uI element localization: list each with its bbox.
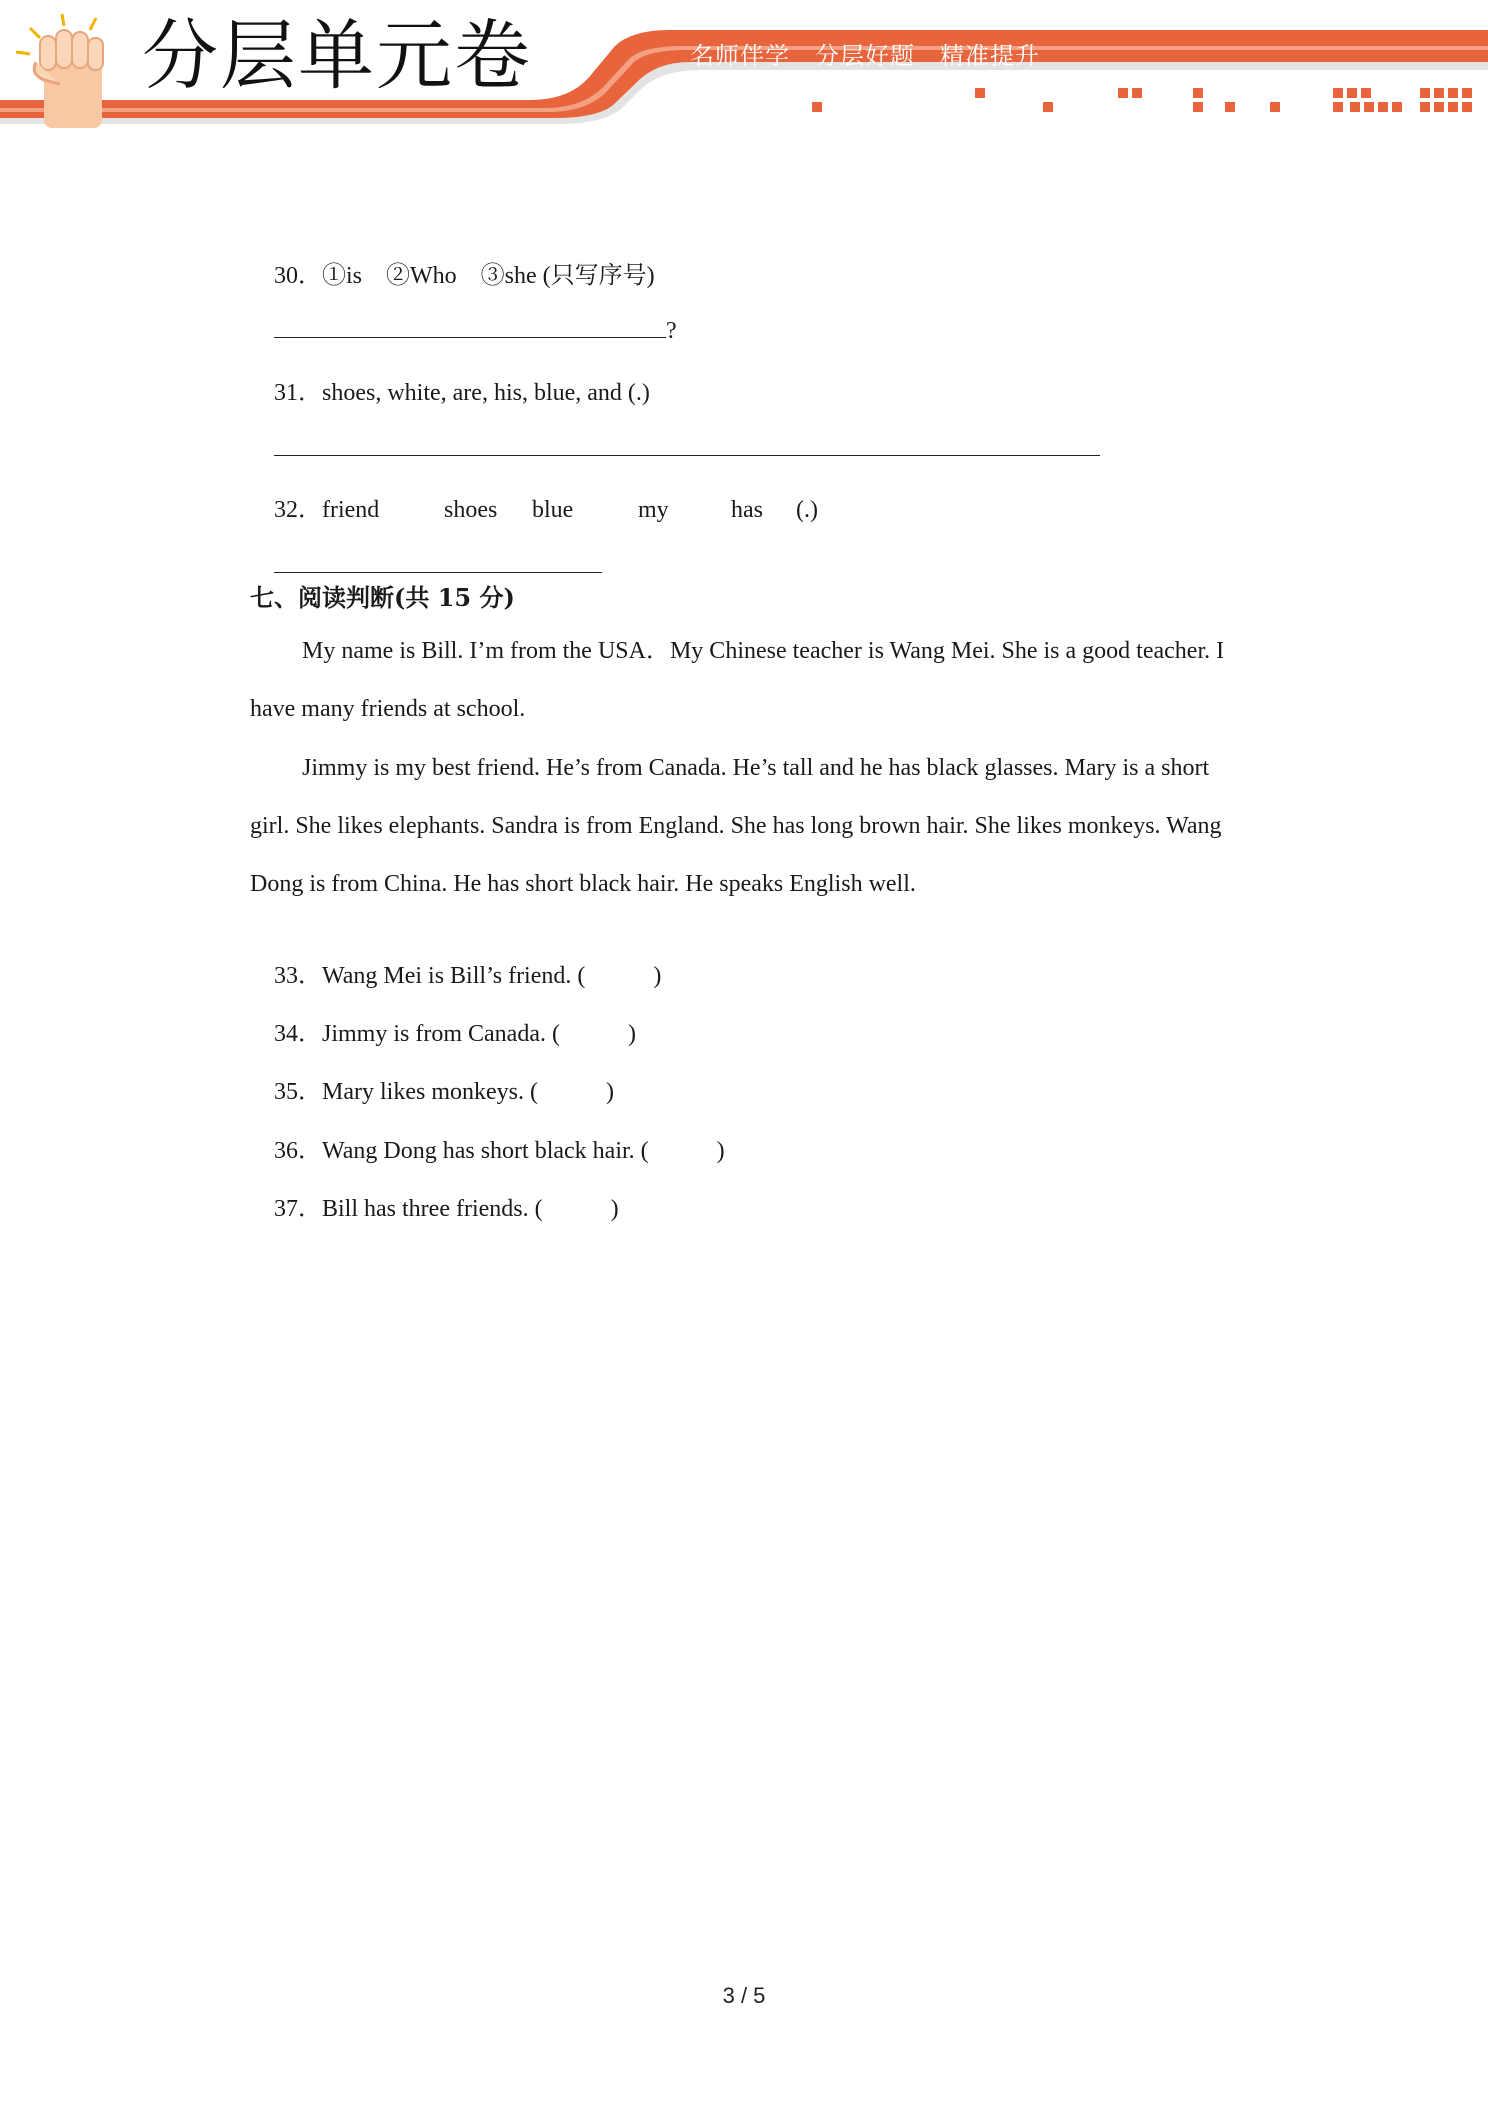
section-7-title: 七、阅读判断(共 15 分)	[250, 583, 515, 612]
question-number: 33．	[274, 963, 322, 989]
header-slogan: 名师伴学 分层好题 精准提升	[690, 42, 1040, 70]
question-number: 32．	[274, 497, 322, 523]
answer-blank	[274, 313, 666, 338]
question-number: 37．	[274, 1196, 322, 1222]
passage-paragraph-1: My name is Bill. I’m from the USA．My Chinese teacher is Wang Mei. She is a good teacher. I have many friends at school.	[250, 638, 1225, 722]
question-number: 30．	[274, 263, 322, 289]
word: has	[731, 497, 763, 523]
answer-suffix: ?	[666, 318, 677, 344]
question-number: 31．	[274, 380, 322, 406]
word: (.)	[796, 497, 818, 523]
question-text: Wang Mei is Bill’s friend. (	[322, 963, 586, 989]
answer-blank	[274, 548, 602, 573]
question-number: 36．	[274, 1138, 322, 1164]
answer-paren-close: )	[653, 963, 662, 989]
question-text: shoes, white, are, his, blue, and (.)	[322, 380, 650, 406]
answer-paren-close: )	[605, 1079, 614, 1105]
page-header	[0, 0, 1488, 140]
question-text: Bill has three friends. (	[322, 1196, 543, 1222]
answer-paren-close: )	[627, 1021, 636, 1047]
question-text: ①is ②Who ③she (只写序号)	[322, 263, 655, 289]
word: shoes	[444, 497, 498, 523]
question-number: 35．	[274, 1079, 322, 1105]
page-number: 3 / 5	[722, 1983, 766, 2008]
word: friend	[322, 497, 380, 523]
question-text: Wang Dong has short black hair. (	[322, 1138, 649, 1164]
brand-title: 分层单元卷	[142, 11, 532, 100]
word: my	[638, 497, 669, 523]
word: blue	[532, 497, 574, 523]
passage-paragraph-2: Jimmy is my best friend. He’s from Canada. He’s tall and he has black glasses. Mary is a short girl. She likes elephants. Sandra is from England. She has long brown hair. She likes monkeys. Wang Dong is from China. He has short black hair. He speaks English well.	[250, 755, 1222, 897]
answer-blank	[274, 431, 1100, 456]
answer-paren-close: )	[610, 1196, 619, 1222]
question-text: Jimmy is from Canada. (	[322, 1021, 560, 1047]
question-37	[250, 1161, 619, 1250]
question-text: Mary likes monkeys. (	[322, 1079, 538, 1105]
question-number: 34．	[274, 1021, 322, 1047]
answer-paren-close: )	[716, 1138, 725, 1164]
